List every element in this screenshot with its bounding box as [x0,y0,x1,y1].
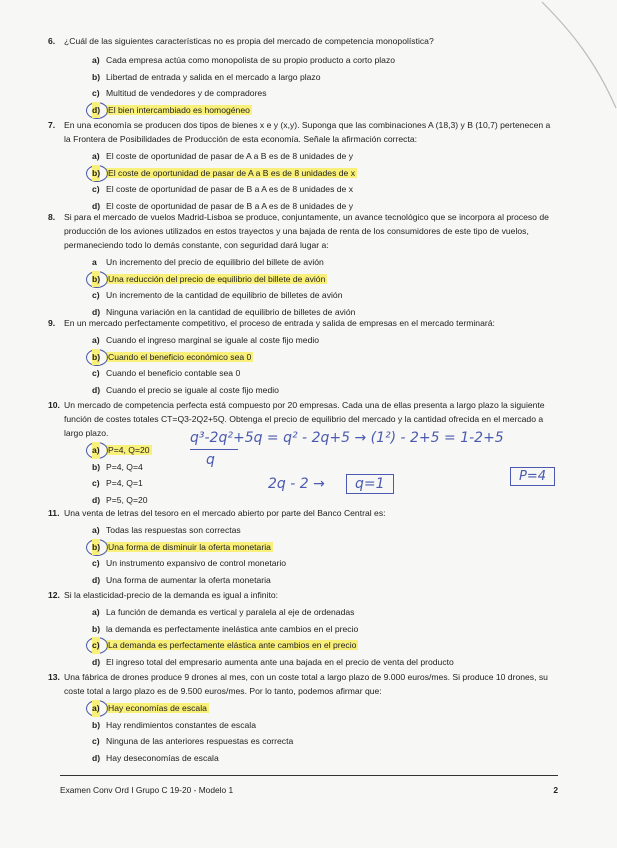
option-c[interactable]: c) Multitud de vendedores y de compradores [92,88,267,98]
option-c[interactable]: c) Un incremento de la cantidad de equilibrio de billetes de avión [92,290,343,300]
question-stem: Una venta de letras del tesoro en el mercado abierto por parte del Banco Central es: [64,508,386,518]
option-a[interactable]: a) Cada empresa actúa como monopolista de su propio producto a corto plazo [92,55,396,65]
option-d[interactable]: d) P=5, Q=20 [92,494,148,505]
question-number: 11. [48,508,60,518]
handwritten-calculation: q³-2q²+5q = q² - 2q+5 → (1²) - 2+5 = 1-2+5 [190,430,504,446]
boxed-result-p: P=4 [510,467,555,486]
option-a[interactable]: a Un incremento del precio de equilibrio del billete de avión [92,257,324,267]
option-c[interactable]: c) Ninguna de las anteriores respuestas es correcta [92,736,294,746]
option-d[interactable]: d) Cuando el precio se iguale al coste fijo medio [92,384,279,395]
option-d[interactable]: d) Ninguna variación en la cantidad de equilibrio de billetes de avión [92,306,356,317]
option-b[interactable]: b) P=4, Q=4 [92,461,143,472]
option-a[interactable]: a) El coste de oportunidad de pasar de A a B es de 8 unidades de y [92,151,354,161]
question-stem: En un mercado perfectamente competitivo, el proceso de entrada y salida de empresas en el mercado terminará: [64,318,495,328]
question-8 [48,210,554,320]
option-c[interactable]: c) El coste de oportunidad de pasar de B a A es de 8 unidades de x [92,184,354,194]
question-stem: ¿Cuál de las siguientes características no es propia del mercado de competencia monopolística? [64,36,434,46]
question-stem: Si para el mercado de vuelos Madrid-Lisboa se produce, conjuntamente, un avance tecnológico que se incorpora al proceso de producción de los aviones utilizados en estos trayectos y una bajada de renta de los consumidores de este tipo de vuelos, permaneciendo todo lo demás constante, con seguridad dará lugar a: [64,212,549,250]
question-number: 6. [48,36,56,46]
option-a[interactable]: a) Cuando el ingreso marginal se iguale al coste fijo medio [92,335,320,345]
options-list [64,442,554,508]
options-list [64,700,554,766]
question-stem: En una economía se producen dos tipos de bienes x e y (x,y). Suponga que las combinaciones A (18,3) y B (10,7) pertenecen a la Frontera de Posibilidades de Producción de esta economía. Señale la afirmación correcta: [64,120,551,144]
option-d-selected[interactable]: d) El bien intercambiado es homogéneo [64,102,554,119]
question-13 [48,670,554,766]
option-d[interactable]: d) Una forma de aumentar la oferta monetaria [92,574,271,585]
options-list [64,52,554,118]
question-number: 8. [48,212,56,222]
fraction-bar [190,449,238,450]
option-a-selected[interactable]: a) P=4, Q=20 [64,442,554,459]
question-stem: Una fábrica de drones produce 9 drones al mes, con un coste total a largo plazo de 9.000 euros/mes. Si produce 10 drones, su coste total a largo plazo es de 9.500 euros/mes. Por lo tanto, podemos afirmar que: [64,672,548,696]
question-number: 9. [48,318,56,328]
question-stem: Si la elasticidad-precio de la demanda es igual a infinito: [64,590,279,600]
option-b-selected[interactable]: b) Una forma de disminuir la oferta monetaria [64,539,554,556]
question-number: 12. [48,590,60,600]
option-b-selected[interactable]: b) Cuando el beneficio económico sea 0 [64,349,554,366]
option-d[interactable]: d) El coste de oportunidad de pasar de B a A es de 8 unidades de y [92,200,354,211]
page-footer [60,775,558,795]
question-6 [48,34,554,118]
option-c[interactable]: c) P=4, Q=1 [92,478,143,488]
handwritten-derivative: 2q - 2 → [268,476,325,492]
option-a[interactable]: a) Todas las respuestas son correctas [92,525,241,535]
option-c-selected[interactable]: c) La demanda es perfectamente elástica ante cambios en el precio [64,637,554,654]
option-d[interactable]: d) El ingreso total del empresario aumenta ante una bajada en el precio de venta del producto [92,656,454,667]
option-c[interactable]: c) Un instrumento expansivo de control monetario [92,558,287,568]
option-a-selected[interactable]: a) Hay economías de escala [64,700,554,717]
exam-identifier: Examen Conv Ord I Grupo C 19-20 - Modelo 1 [60,785,234,795]
question-7 [48,118,554,214]
option-b[interactable]: b) Libertad de entrada y salida en el mercado a largo plazo [92,71,321,82]
option-c[interactable]: c) Cuando el beneficio contable sea 0 [92,368,241,378]
option-b[interactable]: b) la demanda es perfectamente inelástica ante cambios en el precio [92,623,359,634]
question-11 [48,506,554,588]
option-b[interactable]: b) Hay rendimientos constantes de escala [92,719,256,730]
question-number: 7. [48,120,56,130]
page-number: 2 [553,785,558,795]
question-stem: Un mercado de competencia perfecta está compuesto por 20 empresas. Cada una de ellas presenta a largo plazo la siguiente función de costes totales CT=Q3-2Q2+5Q. Obtenga el precio de equilibrio del mercado y la cantidad ofrecida en el mercado a largo plazo. [64,400,545,438]
options-list [64,604,554,670]
boxed-result-q: q=1 [346,474,394,494]
options-list [64,148,554,214]
options-list [64,332,554,398]
question-number: 10. [48,400,60,410]
option-b-selected[interactable]: b) El coste de oportunidad de pasar de A a B es de 8 unidades de x [64,165,554,182]
option-b-selected[interactable]: b) Una reducción del precio de equilibrio del billete de avión [64,271,554,288]
handwritten-denominator: q [206,452,215,468]
question-12 [48,588,554,670]
question-9 [48,316,554,398]
options-list [64,254,554,320]
question-number: 13. [48,672,60,682]
option-a[interactable]: a) La función de demanda es vertical y paralela al eje de ordenadas [92,607,355,617]
options-list [64,522,554,588]
option-d[interactable]: d) Hay deseconomías de escala [92,752,219,763]
